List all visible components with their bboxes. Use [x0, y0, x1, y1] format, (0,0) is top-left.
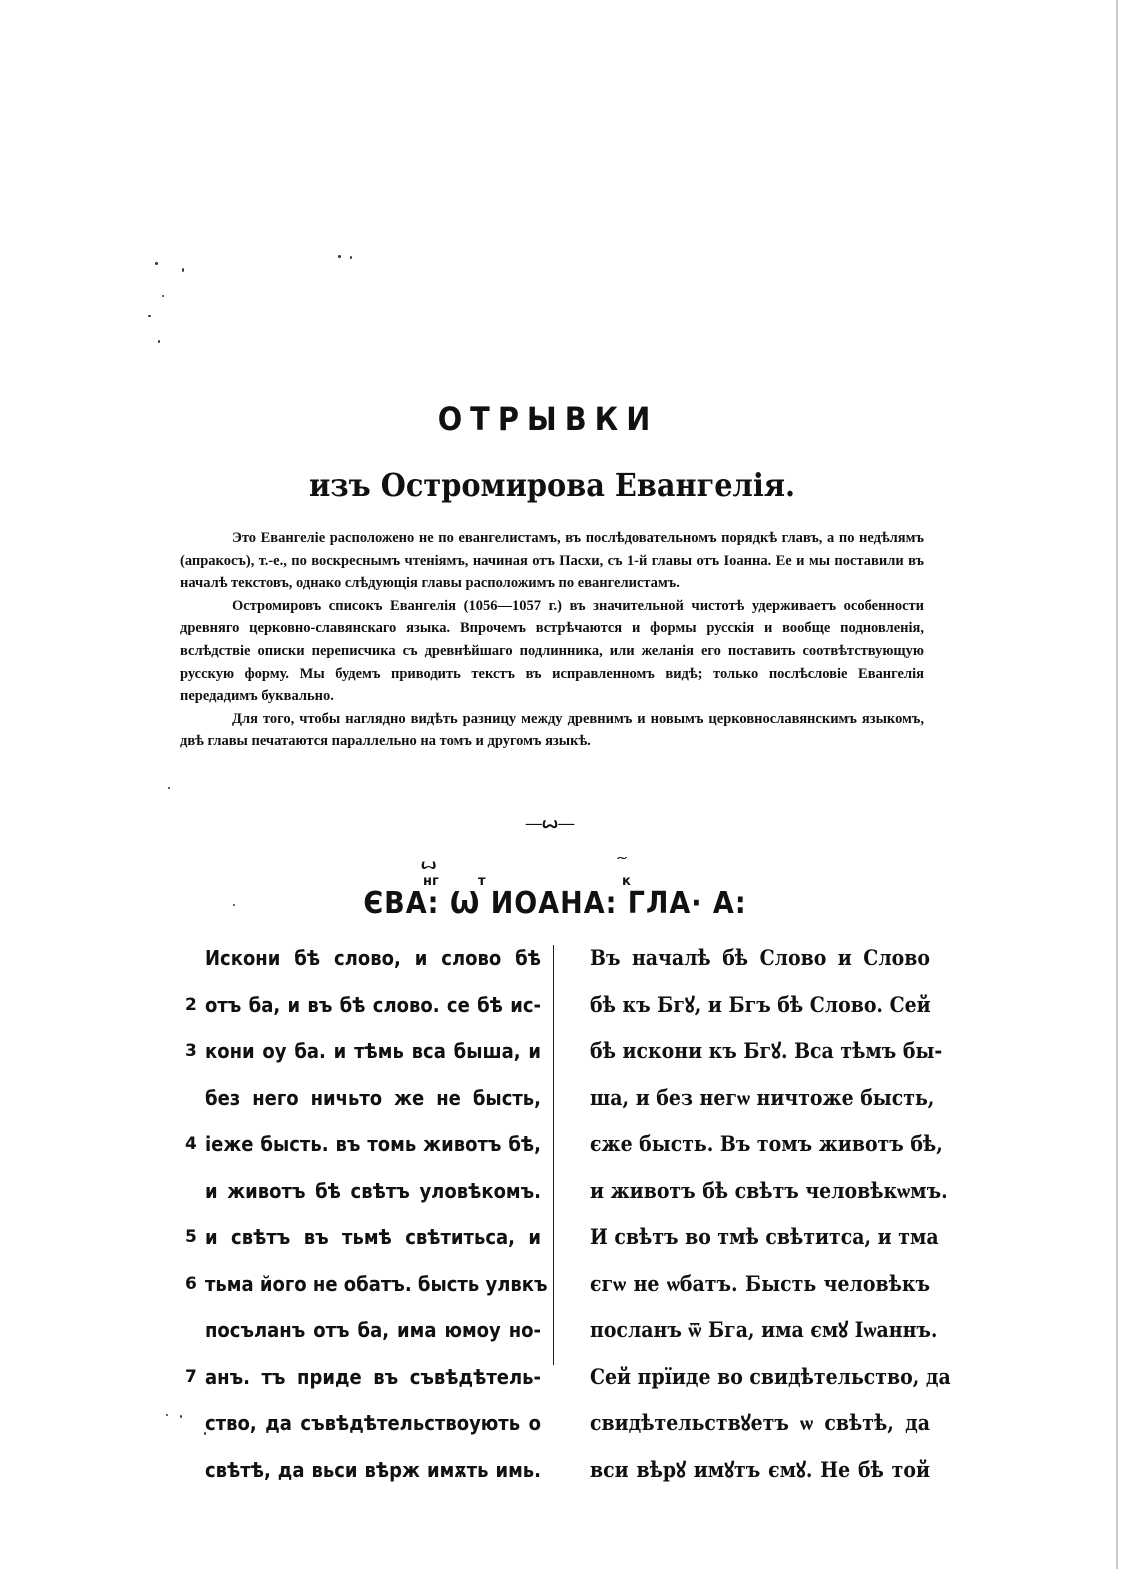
verse-text: тьма його не обатъ. бысть улвкъ	[205, 1271, 548, 1296]
column-divider	[553, 945, 554, 1365]
left-column-line	[205, 1078, 541, 1125]
church-slavonic-column	[590, 938, 951, 1496]
right-column-line: свидѣтельствꙋетъ ѡ свѣтѣ, да	[590, 1410, 930, 1435]
verse-number: 7	[185, 1366, 197, 1387]
verse-text: и животъ бѣ свѣтъ уловѣкомъ.	[205, 1178, 541, 1203]
verse-text: и свѣтъ въ тьмѣ свѣтитьса, и	[205, 1225, 541, 1249]
left-column-line	[205, 1403, 541, 1450]
left-column-line	[205, 938, 541, 985]
verse-number: 5	[185, 1227, 197, 1247]
left-column-line	[205, 1171, 541, 1218]
right-column-line: и животъ бѣ свѣтъ человѣкѡмъ.	[590, 1177, 948, 1203]
left-column-line	[185, 1264, 548, 1311]
intro-text	[180, 527, 924, 753]
left-column-line	[205, 1310, 541, 1357]
verse-text: кони оу ба. и тѣмь вса быша, и	[205, 1039, 541, 1063]
page-title: ОТРЫВКИ	[437, 400, 659, 438]
verse-text: ство, да съвѣдѣтельствоують о	[205, 1411, 541, 1435]
verse-text: анъ. тъ приде въ съвѣдѣтель-	[205, 1364, 541, 1389]
intro-paragraph: Для того, чтобы наглядно видѣть разницу между древнимъ и новымъ церковнославянскимъ языкомъ, двѣ главы печатаются параллельно на томъ и другомъ языкѣ.	[180, 710, 924, 750]
verse-text: без него ничьто же не бысть,	[205, 1085, 541, 1110]
scan-speck	[166, 1414, 168, 1416]
right-column-line: ша, и без негѡ ничтоже бысть,	[590, 1084, 935, 1110]
left-column-line	[185, 1217, 541, 1264]
right-column-line: бѣ искони къ Бгꙋ. Вса тѣмъ бы-	[590, 1038, 943, 1063]
scan-speck	[162, 295, 164, 297]
page-subtitle: изъ Остромирова Евангелія.	[308, 466, 796, 504]
right-column-line: И свѣтъ во тмѣ свѣтитса, и тма	[590, 1224, 939, 1249]
verse-text: іеже бысть. въ томь животъ бѣ,	[205, 1132, 541, 1156]
section-separator: —ꙍ—	[525, 815, 575, 832]
verse-text: свѣтѣ, да вьси вѣрж имѫть имь.	[205, 1457, 541, 1482]
titlo-mark: т	[478, 874, 486, 889]
right-column-line: Въ началѣ бѣ Слово и Слово	[590, 945, 930, 970]
intro-paragraph: Это Евангеліе расположено не по евангелистамъ, въ послѣдовательномъ порядкѣ главъ, а по недѣлямъ (апракосъ), т.-е., по воскреснымъ чтеніямъ, начиная отъ Пасхи, съ 1-й главы отъ Іоанна. Ее и мы поставили въ началѣ текстовъ, однако слѣдующія главы расположимъ по евангелистамъ.	[180, 530, 924, 592]
verse-number: 2	[185, 994, 197, 1015]
titlo-mark: нг	[423, 874, 439, 889]
left-column-line	[185, 1357, 541, 1404]
verse-text: Искони бѣ слово, и слово бѣ	[205, 946, 541, 970]
verse-number: 3	[185, 1041, 197, 1061]
scan-speck	[155, 262, 158, 265]
verse-number: 6	[185, 1273, 197, 1294]
right-column-line: Сей прїиде во свидѣтельство, да	[590, 1363, 951, 1389]
scan-speck	[182, 268, 184, 272]
scan-speck	[148, 315, 151, 317]
right-column-line: єгѡ не ѡбатъ. Бысть человѣкъ	[590, 1270, 930, 1296]
titlo-mark: ꙍ	[421, 858, 437, 873]
left-column-line	[185, 985, 541, 1032]
left-column-line	[185, 1124, 541, 1171]
left-column-line	[205, 1450, 541, 1497]
right-column-line: бѣ къ Бгꙋ, и Бгъ бѣ Слово. Сей	[590, 991, 931, 1017]
right-column-line: вси вѣрꙋ имꙋтъ ємꙋ. Не бѣ той	[590, 1456, 930, 1482]
page-edge-line	[1116, 0, 1118, 1569]
verse-text: посъланъ отъ ба, има юмоу но-	[205, 1318, 541, 1342]
chapter-heading: ЄВА: Ѡ ИОАНА: ГЛА· А:	[363, 886, 747, 921]
old-slavonic-column	[185, 938, 548, 1496]
scan-speck	[158, 340, 160, 343]
scan-speck	[180, 1415, 182, 1418]
right-column-line: єже бысть. Въ томъ животъ бѣ,	[590, 1131, 943, 1156]
scan-speck	[350, 256, 352, 259]
scan-speck	[168, 787, 170, 789]
intro-paragraph: Остромировъ списокъ Евангелія (1056—1057 г.) въ значительной чистотѣ удерживаетъ особенности древняго церковно-славянскаго языка. Впрочемъ встрѣчаются и формы русскія и вообще подновленія, вслѣдствіе описки переписчика съ древнѣйшаго подлинника, или желанія его поставить соотвѣтствующую русскую форму. Мы будемъ приводить текстъ въ исправленномъ видѣ; только послѣсловіе Евангелія передадимъ буквально.	[180, 597, 924, 705]
right-column-line: посланъ ѿ Бга, има ємꙋ Іѡаннъ.	[590, 1317, 938, 1342]
scan-speck	[338, 255, 341, 258]
verse-text: отъ ба, и въ бѣ слово. се бѣ ис-	[205, 992, 541, 1017]
verse-number: 4	[185, 1134, 197, 1154]
left-column-line	[185, 1031, 541, 1078]
titlo-mark: к	[622, 874, 631, 889]
